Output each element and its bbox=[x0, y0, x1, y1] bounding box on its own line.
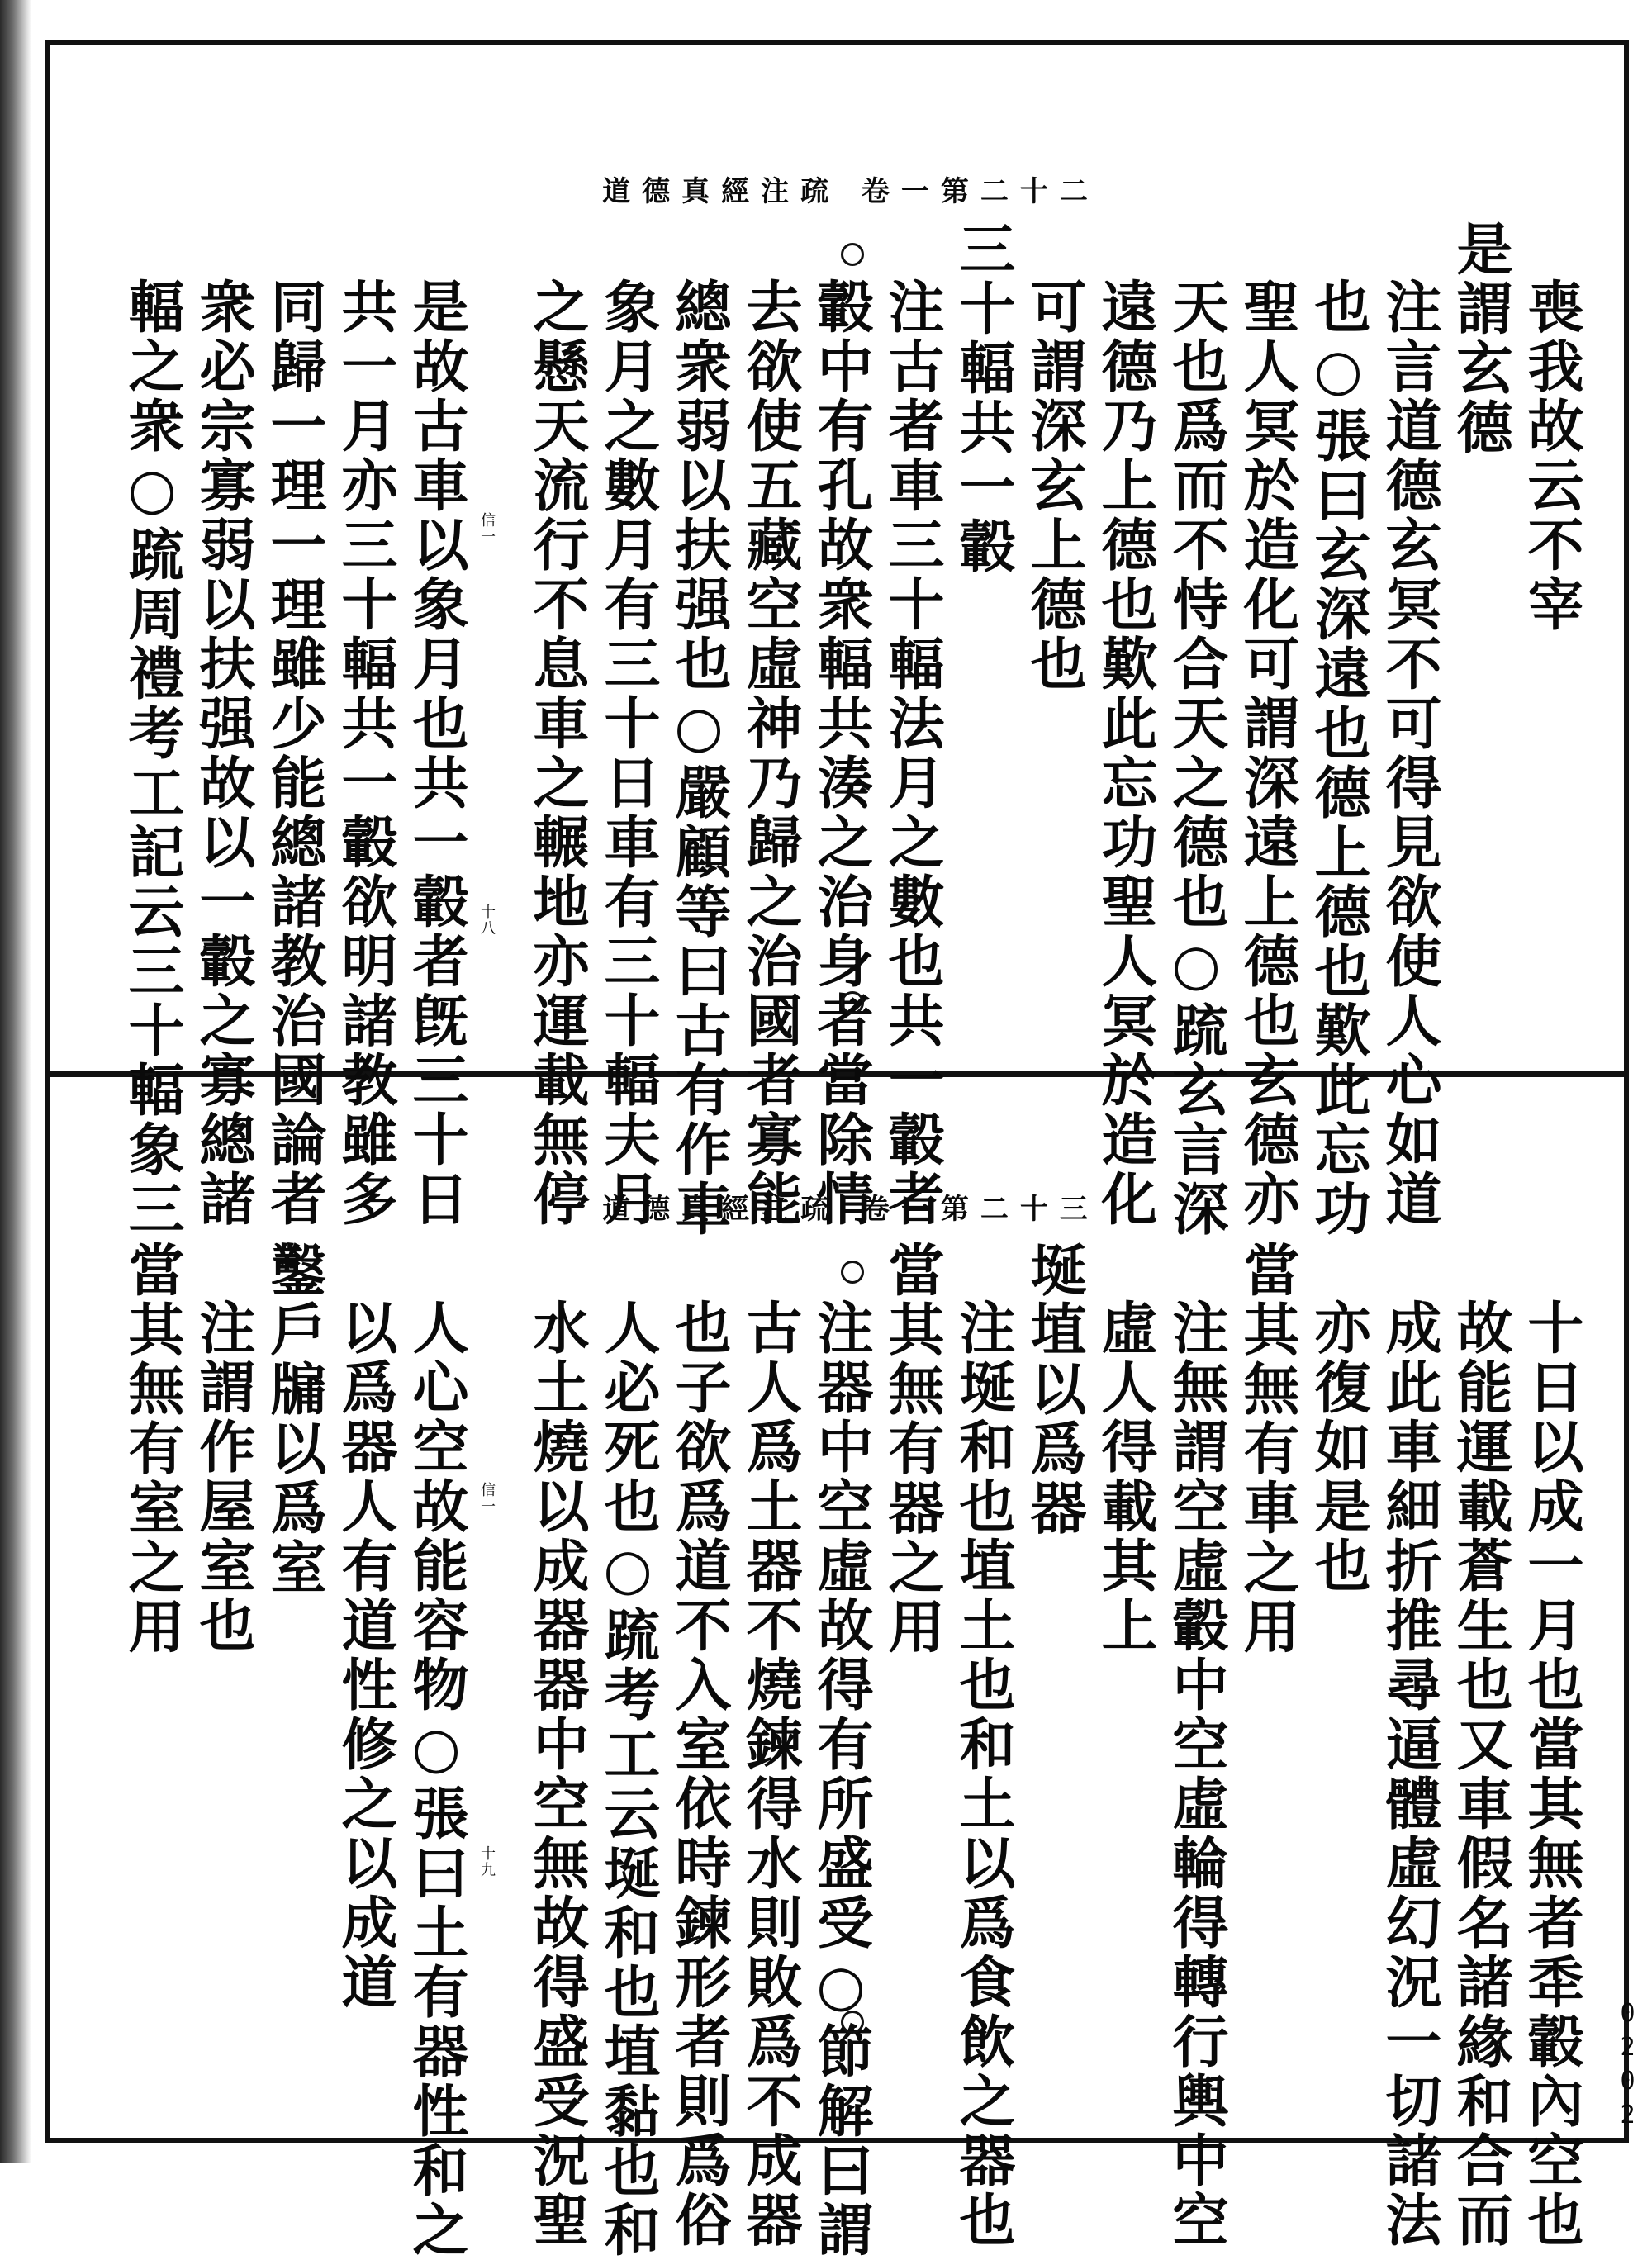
top-column-17: 共一月亦三十輻共一轂欲明諸教雖多 bbox=[332, 278, 398, 1229]
bottom-column-16: 人心空故能容物○張曰土有器性和之 bbox=[403, 1299, 469, 2260]
bottom-column-12: 古人爲土器不燒鍊得水則敗爲不成器 bbox=[737, 1299, 803, 2250]
section-circle-mark bbox=[841, 1261, 864, 1284]
bottom-column-6: 注無謂空虛轂中空虛輪得轉行輿中空 bbox=[1163, 1299, 1229, 2250]
bottom-running-head: 道德真經注疏 卷一第二十三 bbox=[602, 1193, 1099, 1226]
bottom-column-15: 水土燒以成器器中空無故得盛受況聖 bbox=[524, 1299, 590, 2250]
bottom-column-9: 注埏和也埴土也和土以爲食飲之器也 bbox=[950, 1299, 1016, 2250]
top-column-11: 轂中有孔故衆輻共湊之治身者當除情 bbox=[808, 278, 874, 1229]
bottom-column-20: 當其無有室之用 bbox=[119, 1241, 185, 1657]
section-circle-mark bbox=[841, 243, 864, 266]
top-column-2: 是謂玄德 bbox=[1447, 220, 1513, 458]
top-column-6: 天也爲而不恃合天之德也○䟽玄言深 bbox=[1163, 278, 1229, 1239]
bottom-column-11: 注器中空虛故得有所盛受○節解曰謂 bbox=[808, 1299, 874, 2260]
top-column-7: 遠德乃上德也歎此忘功聖人冥於造化 bbox=[1092, 278, 1158, 1229]
page-number: 0202 bbox=[1613, 1999, 1642, 2134]
top-column-14: 象月之數月有三十日車有三十輻夫月 bbox=[595, 278, 661, 1229]
top-leaf-mark: 信一 bbox=[478, 512, 496, 545]
bottom-column-5: 當其無有車之用 bbox=[1234, 1241, 1300, 1657]
scan-shadow-edge bbox=[0, 0, 31, 2163]
bottom-column-8: 埏埴以爲器 bbox=[1021, 1241, 1087, 1538]
bottom-column-18: 鑿戶牖以爲室 bbox=[261, 1241, 327, 1598]
top-column-4: 也○張曰玄深遠也德上德也歎此忘功 bbox=[1305, 278, 1371, 1239]
top-column-5: 聖人冥於造化可謂深遠上德也玄德亦 bbox=[1234, 278, 1300, 1229]
bottom-column-3: 成此車細折推尋逼體虛幻況一切諸法 bbox=[1376, 1299, 1442, 2250]
top-column-10: 注古者車三十輻法月之數也共一轂者 bbox=[879, 278, 945, 1229]
top-column-12: 去欲使五藏空虛神乃歸之治國者寡能 bbox=[737, 278, 803, 1229]
top-column-18: 同歸一理一理雖少能總諸教治國論者 bbox=[261, 278, 327, 1229]
top-column-1: 喪我故云不宰 bbox=[1518, 278, 1584, 634]
bottom-column-7: 虛人得載其上 bbox=[1092, 1299, 1158, 1655]
top-column-13: 總衆弱以扶强也○嚴顧等曰古有作車 bbox=[666, 278, 732, 1239]
top-column-3: 注言道德玄冥不可得見欲使人心如道 bbox=[1376, 278, 1442, 1229]
section-circle-mark bbox=[841, 2011, 864, 2034]
bottom-column-14: 人必死也○䟽考工云埏和也埴黏也和 bbox=[595, 1299, 661, 2260]
top-column-15: 之懸天流行不息車之輾地亦運載無停 bbox=[524, 278, 590, 1229]
bottom-column-19: 注謂作屋室也 bbox=[190, 1299, 256, 1655]
bottom-column-4: 亦復如是也 bbox=[1305, 1299, 1371, 1596]
top-column-20: 輻之衆○䟽周禮考工記云三十輻象三 bbox=[119, 278, 185, 1239]
bottom-column-17: 以爲器人有道性修之以成道 bbox=[332, 1299, 398, 2012]
section-circle-mark bbox=[841, 991, 864, 1014]
top-column-19: 衆必宗寡弱以扶强故以一轂之寡總諸 bbox=[190, 278, 256, 1229]
top-running-head: 道德真經注疏 卷一第二十二 bbox=[602, 175, 1099, 208]
bottom-leaf-mark: 信一 bbox=[478, 1482, 496, 1515]
bottom-page-panel bbox=[50, 1077, 1624, 2260]
bottom-leaf-number: 十九 bbox=[478, 1845, 496, 1878]
top-column-16: 是故古車以象月也共一轂者旣三十日 bbox=[403, 278, 469, 1229]
bottom-column-13: 也子欲爲道不入室依時鍊形者則爲俗 bbox=[666, 1299, 732, 2250]
bottom-column-1: 十日以成一月也當其無者䄵轂內空也 bbox=[1518, 1299, 1584, 2250]
top-column-9: 三十輻共一轂 bbox=[950, 220, 1016, 577]
bottom-column-10: 當其無有器之用 bbox=[879, 1241, 945, 1657]
top-column-8: 可謂深玄上德也 bbox=[1021, 278, 1087, 694]
bottom-column-2: 故能運載蒼生也又車假名諸緣和合而 bbox=[1447, 1299, 1513, 2250]
top-leaf-number: 十八 bbox=[478, 904, 496, 937]
